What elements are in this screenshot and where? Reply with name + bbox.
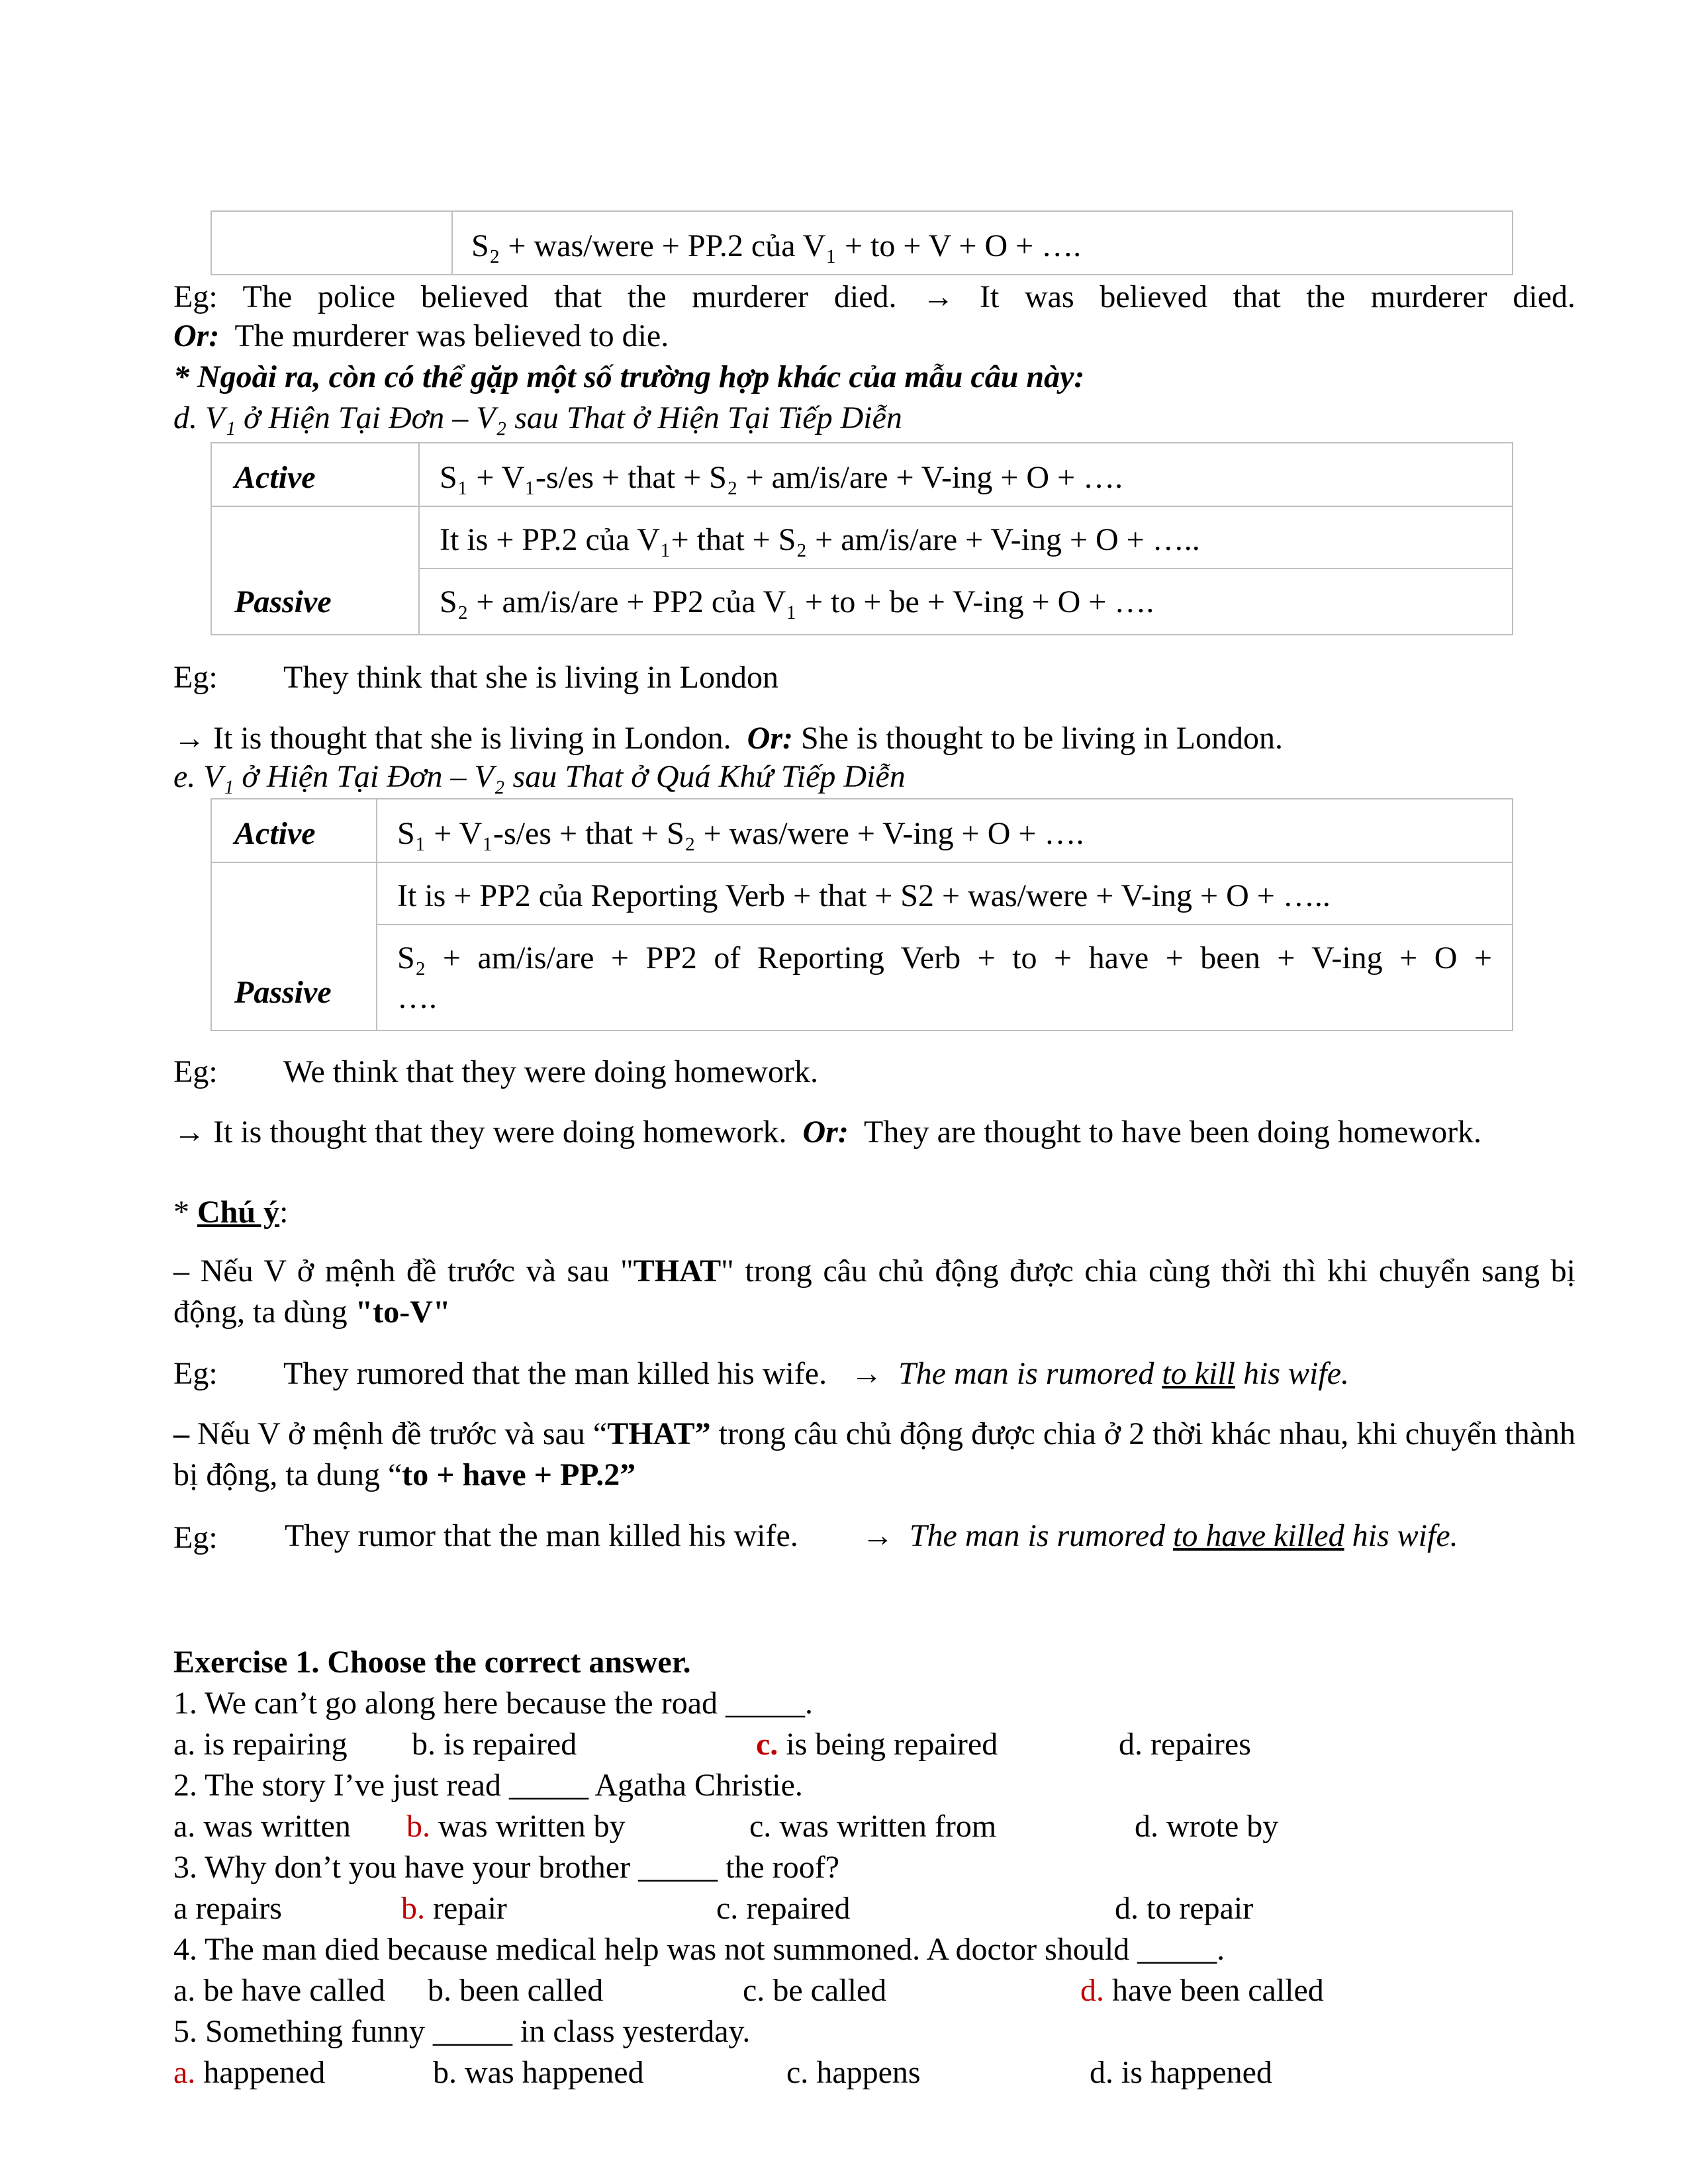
option-c[interactable]: c. happens xyxy=(786,2055,921,2090)
section-e-passive-formula-2: S₂ + am/is/are + PP2 of Reporting Verb + to + have + been + V-ing + O + xyxy=(397,940,1492,976)
top-table-formula: S₂ + was/were + PP.2 của V₁ + to + V + O + …. xyxy=(471,228,1082,263)
question-4-options xyxy=(173,1975,1575,2008)
option-b-answer[interactable]: b. repair xyxy=(401,1891,507,1926)
section-e-active-formula: S₁ + V₁-s/es + that + S₂ + was/were + V-ing + O + …. xyxy=(397,816,1084,851)
example-c-line2: Or: The murderer was believed to die. xyxy=(173,318,669,353)
question-3-options xyxy=(173,1893,1575,1926)
section-d-heading: d. V₁ ở Hiện Tại Đơn – V₂ sau That ở Hiện Tại Tiếp Diễn xyxy=(173,400,902,435)
section-d-active-label: Active xyxy=(234,460,316,495)
section-d-passive-formula-2: S₂ + am/is/are + PP2 của V₁ + to + be + V-ing + O + …. xyxy=(440,584,1154,619)
section-d-active-formula: S₁ + V₁-s/es + that + S₂ + am/is/are + V-ing + O + …. xyxy=(440,460,1123,495)
option-a[interactable]: a. is repairing xyxy=(173,1727,348,1762)
option-d-answer[interactable]: d. have been called xyxy=(1080,1973,1324,2008)
question-5-options xyxy=(173,2057,1575,2090)
option-a[interactable]: a repairs xyxy=(173,1891,282,1926)
option-c[interactable]: c. repaired xyxy=(716,1891,851,1926)
question-2: 2. The story I’ve just read _____ Agatha Christie. xyxy=(173,1768,803,1803)
section-e-divider xyxy=(376,798,377,1031)
example-c-line1: Eg: The police believed that the murderer died. → It was believed that the murderer died. xyxy=(173,279,1576,314)
section-e-passive-formula-2-cont: …. xyxy=(397,980,437,1015)
section-d-divider xyxy=(418,442,420,635)
option-d[interactable]: d. wrote by xyxy=(1135,1809,1279,1844)
option-d[interactable]: d. is happened xyxy=(1090,2055,1272,2090)
option-c[interactable]: c. be called xyxy=(743,1973,887,2008)
question-4: 4. The man died because medical help was not summoned. A doctor should _____. xyxy=(173,1932,1225,1967)
exercise-title: Exercise 1. Choose the correct answer. xyxy=(173,1645,691,1680)
note-rule-1: – Nếu V ở mệnh đề trước và sau "THAT" trong câu chủ động được chia cùng thời thì khi chuyển sang bị động, ta dùng "to-V" xyxy=(173,1253,1575,1330)
option-c-answer[interactable]: c. is being repaired xyxy=(756,1727,998,1762)
option-b-answer[interactable]: b. was written by xyxy=(406,1809,626,1844)
top-table-divider xyxy=(451,210,453,275)
section-e-passive-label: Passive xyxy=(234,975,332,1010)
section-d-passive-formula-1: It is + PP.2 của V₁+ that + S₂ + am/is/are + V-ing + O + ….. xyxy=(440,522,1200,557)
other-cases-heading: * Ngoài ra, còn có thể gặp một số trường hợp khác của mẫu câu này: xyxy=(173,359,1085,394)
section-d-row-line-1 xyxy=(211,506,1513,507)
section-e-row-line-1 xyxy=(211,862,1513,863)
option-a[interactable]: a. be have called xyxy=(173,1973,385,2008)
section-e-example-sentence: We think that they were doing homework. xyxy=(283,1054,818,1089)
note-example-1-sentence: They rumored that the man killed his wife. → The man is rumored to kill his wife. xyxy=(283,1356,1350,1391)
section-d-example-sentence: They think that she is living in London xyxy=(283,660,778,695)
section-d-row-line-2 xyxy=(418,568,1513,569)
section-e-heading: e. V₁ ở Hiện Tại Đơn – V₂ sau That ở Quá Khứ Tiếp Diễn xyxy=(173,759,906,794)
option-a-answer[interactable]: a. happened xyxy=(173,2055,326,2090)
option-c[interactable]: c. was written from xyxy=(749,1809,997,1844)
question-3: 3. Why don’t you have your brother _____ the roof? xyxy=(173,1850,840,1885)
section-e-passive-formula-1: It is + PP2 của Reporting Verb + that + S2 + was/were + V-ing + O + ….. xyxy=(397,878,1331,913)
note-rule-2: – Nếu V ở mệnh đề trước và sau “THAT” trong câu chủ động được chia ở 2 thời khác nhau, khi chuyển thành bị động, ta dung “to + have + PP.2” xyxy=(173,1416,1575,1492)
section-e-row-line-2 xyxy=(376,924,1513,925)
note-example-2-sentence: They rumor that the man killed his wife. → The man is rumored to have killed his wife. xyxy=(285,1518,1458,1553)
option-a[interactable]: a. was written xyxy=(173,1809,351,1844)
section-d-passive-label: Passive xyxy=(234,584,332,619)
section-d-result: → It is thought that she is living in London. Or: She is thought to be living in London. xyxy=(173,721,1283,756)
question-5: 5. Something funny _____ in class yesterday. xyxy=(173,2014,751,2049)
option-b[interactable]: b. was happened xyxy=(433,2055,644,2090)
note-example-1: Eg: xyxy=(173,1356,218,1391)
question-1-options xyxy=(173,1729,1575,1762)
section-e-example: Eg: xyxy=(173,1054,218,1089)
section-e-active-label: Active xyxy=(234,816,316,851)
option-b[interactable]: b. been called xyxy=(428,1973,604,2008)
question-2-options xyxy=(173,1811,1575,1844)
option-d[interactable]: d. repaires xyxy=(1119,1727,1251,1762)
section-e-result: → It is thought that they were doing homework. Or: They are thought to have been doing homework. xyxy=(173,1115,1482,1150)
option-d[interactable]: d. to repair xyxy=(1115,1891,1254,1926)
note-heading: * Chú ý: xyxy=(173,1195,289,1230)
note-example-2: Eg: xyxy=(173,1520,218,1555)
option-b[interactable]: b. is repaired xyxy=(412,1727,577,1762)
section-d-example: Eg: xyxy=(173,660,218,695)
question-1: 1. We can’t go along here because the road _____. xyxy=(173,1686,814,1721)
